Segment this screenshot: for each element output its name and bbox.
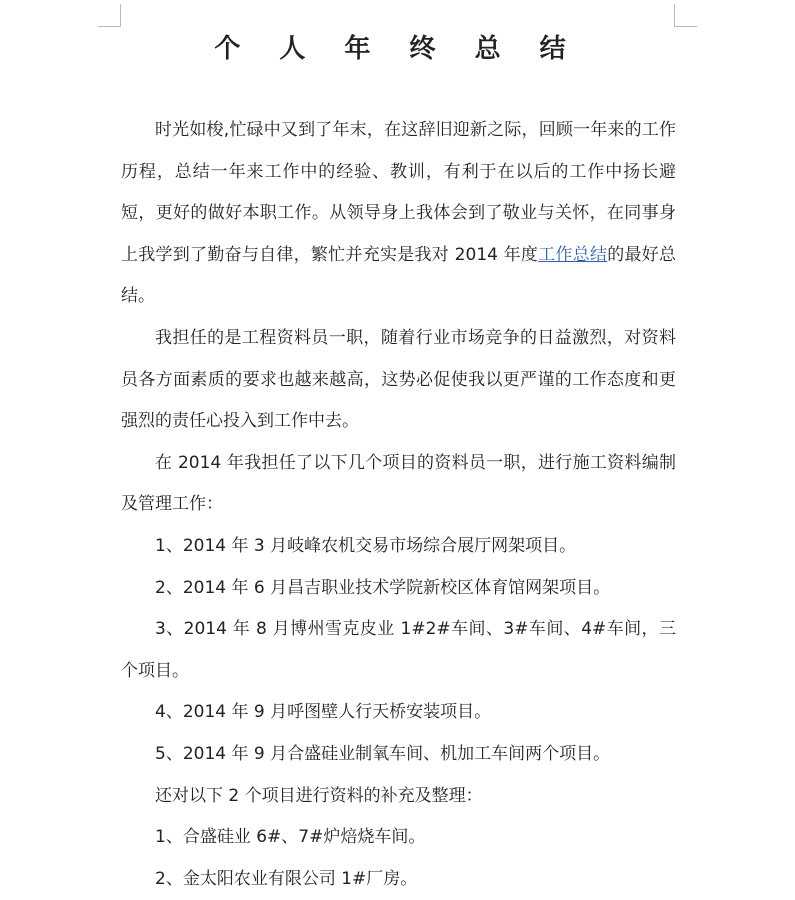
paragraph-intro-tail: 的最好总结。: [121, 244, 677, 307]
supplement-item-2: 2、金太阳农业有限公司 1#厂房。: [155, 868, 418, 889]
page-corner-mark-top-right: [674, 4, 697, 27]
work-summary-link[interactable]: 工作总结: [538, 244, 608, 265]
supplement-item-1: 1、合盛硅业 6#、7#炉焙烧车间。: [155, 827, 426, 848]
project-item-2: 2、2014 年 6 月昌吉职业技术学院新校区体育馆网架项目。: [155, 577, 611, 598]
paragraph-projects-intro: 在 2014 年我担任了以下几个项目的资料员一职，进行施工资料编制及管理工作：: [121, 452, 676, 515]
document-title: 个 人 年 终 总 结: [214, 34, 581, 64]
project-item-4: 4、2014 年 9 月呼图壁人行天桥安装项目。: [155, 702, 492, 723]
paragraph-intro-text: 时光如梭,忙碌中又到了年末，在这辞旧迎新之际，回顾一年来的工作历程，总结一年来工作中的经验、教训，有利于在以后的工作中扬长避短，更好的做好本职工作。从领导身上我体会到了敬业与关怀，在同事身上我学到了勤奋与自律，繁忙并充实是我对 2014 年度: [121, 120, 676, 265]
document-body: [121, 110, 676, 900]
paragraph-role: 我担任的是工程资料员一职，随着行业市场竞争的日益激烈，对资料员各方面素质的要求也越来越高，这势必促使我以更严谨的工作态度和更强烈的责任心投入到工作中去。: [121, 327, 676, 432]
paragraph-supplement-intro: 还对以下 2 个项目进行资料的补充及整理：: [155, 785, 483, 806]
paragraph-intro: [121, 110, 676, 318]
page-corner-mark-top-left: [98, 4, 121, 27]
project-item-5: 5、2014 年 9 月合盛硅业制氧车间、机加工车间两个项目。: [155, 743, 611, 764]
project-item-3: 3、2014 年 8 月博州雪克皮业 1#2#车间、3#车间、4#车间，三个项目。: [121, 619, 676, 681]
project-item-1: 1、2014 年 3 月岐峰农机交易市场综合展厅网架项目。: [155, 535, 577, 556]
